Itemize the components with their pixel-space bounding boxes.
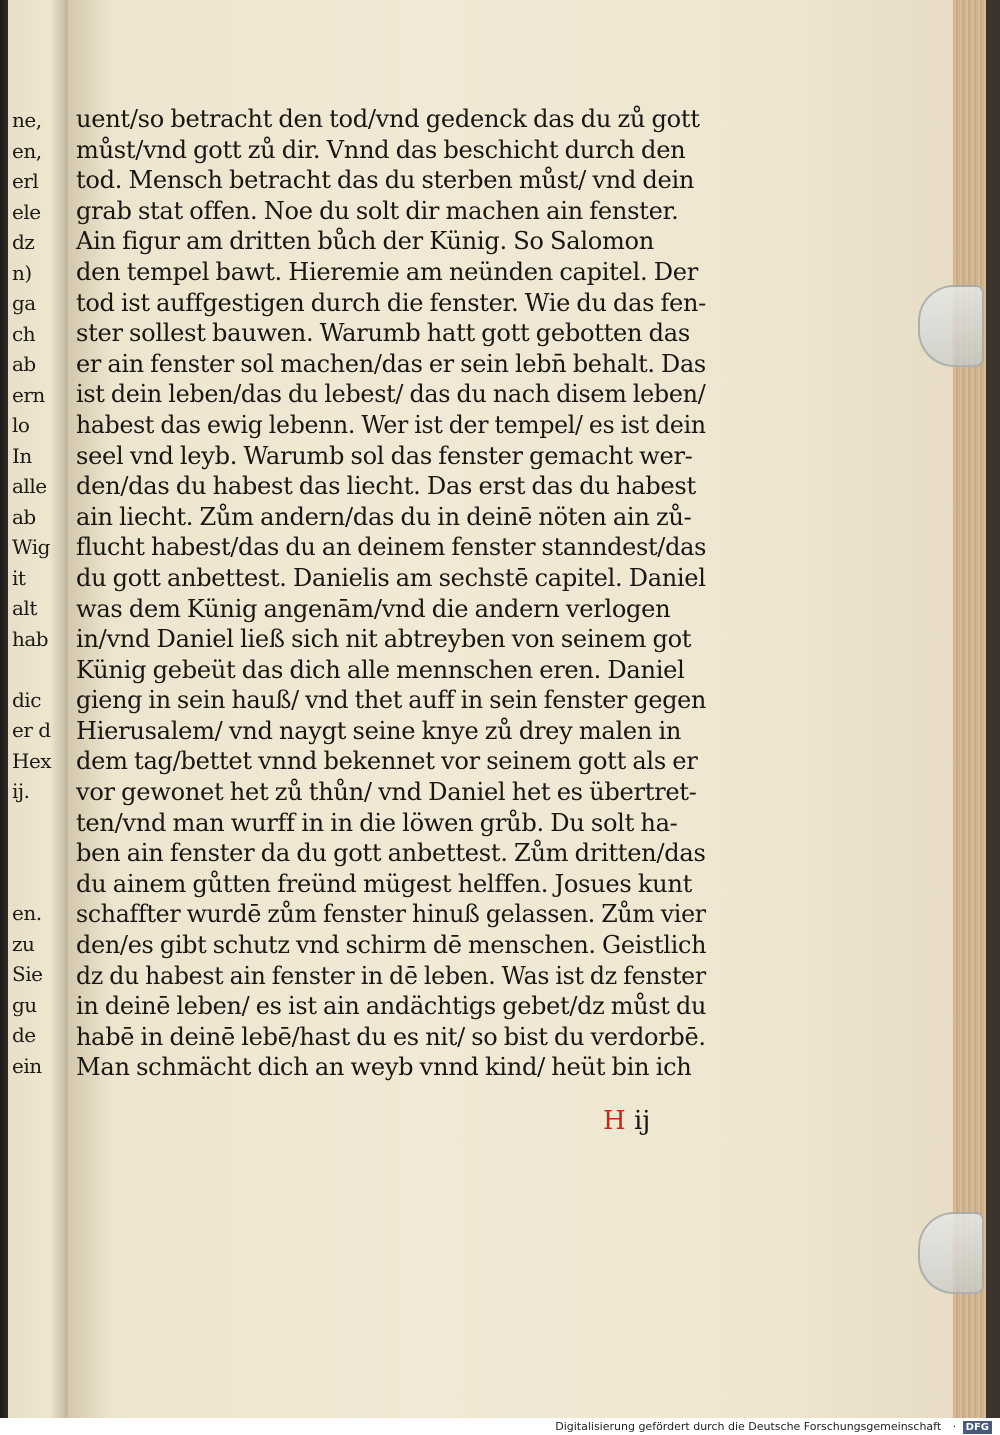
- left-fragment-line: ab: [12, 504, 36, 529]
- left-fragment-line: zu: [12, 931, 35, 956]
- signature-letter: H: [603, 1106, 626, 1136]
- text-line: ain liecht. Zům andern/das du in deinē nöten ain zů-: [76, 501, 692, 531]
- page-edges: [953, 0, 1000, 1418]
- text-line: ster sollest bauwen. Warumb hatt gott gebotten das: [76, 318, 690, 348]
- text-line: Ain figur am dritten bůch der Künig. So Salomon: [76, 226, 654, 256]
- text-line: Hierusalem/ vnd naygt seine knye zů drey malen in: [76, 715, 682, 745]
- signature-numeral: ij: [633, 1106, 651, 1136]
- dfg-logo: DFG: [963, 1421, 992, 1434]
- text-line: den/es gibt schutz vnd schirm dē menschen. Geistlich: [76, 930, 707, 960]
- blackletter-text-block: [76, 104, 716, 1083]
- left-fragment-line: Hex: [12, 748, 52, 773]
- text-line: Künig gebeüt das dich alle mennschen eren. Daniel: [76, 654, 685, 684]
- digitization-footer: Digitalisierung gefördert durch die Deutsche Forschungsgemeinschaft · DFG: [0, 1418, 1000, 1435]
- text-line: den tempel bawt. Hieremie am neünden capitel. Der: [76, 256, 698, 286]
- left-fragment-line: Sie: [12, 962, 43, 986]
- text-line: ben ain fenster da du gott anbettest. Zům dritten/das: [76, 838, 706, 868]
- left-fragment-line: erl: [12, 169, 39, 193]
- signature-mark: [603, 1106, 650, 1136]
- left-fragment-line: ne,: [12, 108, 42, 132]
- left-fragment-line: ab: [12, 352, 36, 376]
- text-line: ist dein leben/das du lebest/ das du nach disem leben/: [76, 379, 706, 409]
- left-fragment-line: en.: [12, 901, 42, 925]
- text-line: tod. Mensch betracht das du sterben můst/ vnd dein: [76, 165, 695, 195]
- left-fragment-line: lo: [12, 413, 30, 437]
- text-line: Man schmächt dich an weyb vnnd kind/ heüt bin ich: [76, 1052, 692, 1082]
- left-fragment-line: ga: [12, 291, 36, 315]
- text-line: er ain fenster sol machen/das er sein lebn̄ behalt. Das: [76, 348, 706, 378]
- text-line: habē in deinē lebē/hast du es nit/ so bist du verdorbē.: [76, 1021, 706, 1051]
- left-fragment-line: dic: [12, 687, 41, 712]
- text-line: schaffter wurdē zům fenster hinuß gelassen. Zům vier: [76, 899, 706, 929]
- text-line: habest das ewig lebenn. Wer ist der tempel/ es ist dein: [76, 409, 706, 439]
- left-fragment-line: gu: [12, 992, 37, 1017]
- text-line: du gott anbettest. Danielis am sechstē capitel. Daniel: [76, 562, 706, 592]
- left-page-fragments: [12, 105, 68, 1081]
- left-fragment-line: hab: [12, 626, 49, 651]
- text-line: den/das du habest das liecht. Das erst das du habest: [76, 471, 696, 501]
- left-fragment-line: [12, 868, 68, 899]
- left-fragment-line: ern: [12, 382, 45, 407]
- left-fragment-line: dz: [12, 230, 35, 254]
- left-fragment-line: n): [12, 260, 32, 285]
- left-fragment-line: alle: [12, 474, 47, 498]
- text-line: grab stat offen. Noe du solt dir machen ain fenster.: [76, 195, 679, 225]
- text-line: dz du habest ain fenster in dē leben. Was ist dz fenster: [76, 960, 706, 990]
- left-fragment-line: er d: [12, 718, 51, 742]
- text-line: dem tag/bettet vnnd bekennet vor seinem gott als er: [76, 746, 698, 776]
- text-line: gieng in sein hauß/ vnd thet auff in sein fenster gegen: [76, 685, 707, 715]
- left-fragment-line: it: [12, 565, 26, 590]
- text-line: in deinē leben/ es ist ain andächtigs gebet/dz můst du: [76, 991, 707, 1021]
- left-fragment-line: en,: [12, 138, 42, 163]
- left-fragment-line: In: [12, 443, 32, 468]
- show-through-ghost: [118, 1102, 678, 1122]
- left-fragment-line: [12, 837, 68, 868]
- left-fragment-line: ch: [12, 321, 36, 346]
- left-fragment-line: alt: [12, 596, 37, 620]
- text-line: tod ist auffgestigen durch die fenster. Wie du das fen-: [76, 287, 706, 317]
- text-line: seel vnd leyb. Warumb sol das fenster gemacht wer-: [76, 440, 693, 470]
- text-line: in/vnd Daniel ließ sich nit abtreyben von seinem got: [76, 624, 692, 654]
- text-line: du ainem gůtten freünd mügest helffen. Josues kunt: [76, 868, 693, 898]
- text-line: uent/so betracht den tod/vnd gedenck das du zů gott: [76, 104, 700, 133]
- left-fragment-line: Wig: [12, 535, 50, 559]
- left-page-edge: [8, 0, 68, 1418]
- left-fragment-line: ein: [12, 1053, 42, 1078]
- left-fragment-line: [12, 654, 68, 685]
- left-fragment-line: [12, 807, 68, 838]
- page-clip-top: [918, 285, 984, 367]
- footer-credit-text: Digitalisierung gefördert durch die Deutsche Forschungsgemeinschaft: [555, 1420, 942, 1433]
- text-line: ten/vnd man wurff in in die löwen grůb. Du solt ha-: [76, 807, 678, 837]
- text-line: vor gewonet het zů thůn/ vnd Daniel het es übertret-: [76, 777, 697, 807]
- text-line: můst/vnd gott zů dir. Vnnd das beschicht durch den: [76, 134, 686, 164]
- left-fragment-line: ele: [12, 199, 41, 224]
- text-line: flucht habest/das du an deinem fenster stanndest/das: [76, 532, 707, 562]
- page-clip-bottom: [918, 1212, 984, 1294]
- text-line: was dem Künig angenām/vnd die andern verlogen: [76, 593, 671, 623]
- left-fragment-line: ij.: [12, 779, 30, 803]
- left-fragment-line: de: [12, 1023, 36, 1047]
